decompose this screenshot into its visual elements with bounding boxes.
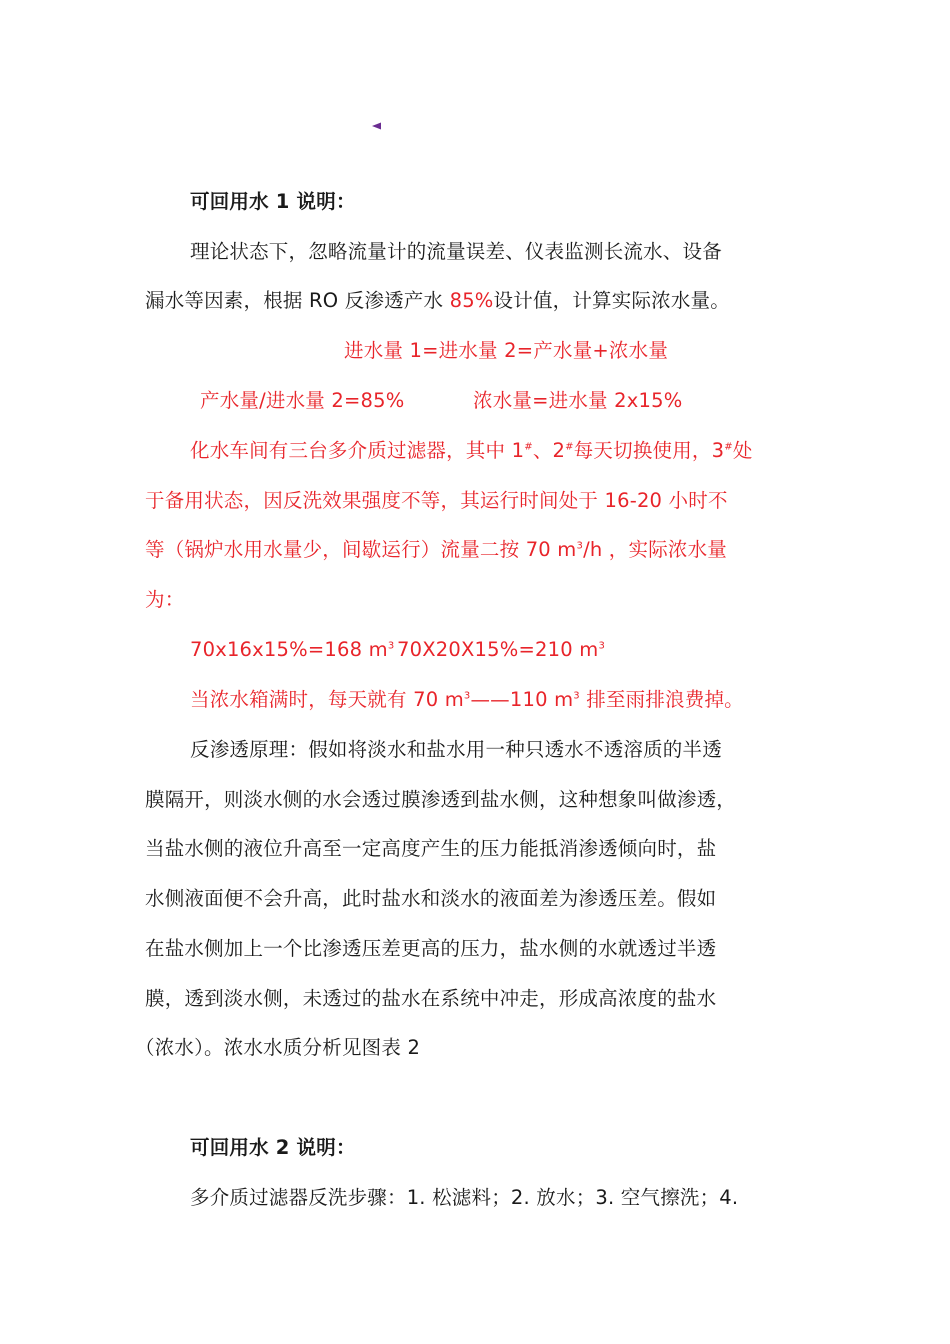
overflow-text-b: ——110 m [470,688,574,711]
calc-16h [190,636,394,664]
para2-line3 [145,536,727,564]
calc-20h-sup: 3 [598,640,605,652]
para2-line3-text-a: 等（锅炉水用水量少，间歇运行）流量二按 70 m [145,538,577,561]
overflow-text-a: 当浓水箱满时，每天就有 70 m [190,688,464,711]
para3-line: 水侧液面便不会升高，此时盐水和淡水的液面差为渗透压差。假如 [145,887,717,910]
calc-20h-text: 70X20X15%=210 m [397,638,599,661]
para1-line2-text-b: 设计值，计算实际浓水量。 [493,289,730,312]
para2-line1-text-d: 处 [732,439,753,462]
para2-line2: 于备用状态，因反洗效果强度不等，其运行时间处于 16-20 小时不 [145,489,728,512]
section2-heading: 可回用水 2 说明： [190,1136,356,1159]
formula-water-balance: 进水量 1=进水量 2=产水量+浓水量 [344,339,669,362]
para3-line: 在盐水侧加上一个比渗透压差更高的压力，盐水侧的水就透过半透 [145,937,717,960]
para2-sup2: # [565,441,574,453]
calc-16h-text: 70x16x15%=168 m [190,638,388,661]
para2-line1-text-b: 、2 [532,439,566,462]
formula-recovery-rate: 产水量/进水量 2=85% [200,389,405,412]
para2-line1-text-c: 每天切换使用，3 [573,439,725,462]
arrow-head-icon [372,123,381,130]
overflow-text-c: 排至雨排浪费掉。 [579,688,744,711]
overflow-sup1: 3 [463,690,471,702]
para1-line2-text-a: 漏水等因素，根据 RO 反渗透产水 [145,289,450,312]
calc-16h-sup: 3 [387,640,395,652]
para1-line1: 理论状态下，忽略流量计的流量误差、仪表监测长流水、设备 [190,240,722,263]
para2-sup1: # [524,441,533,453]
section2-line1: 多介质过滤器反洗步骤：1. 松滤料；2. 放水；3. 空气擦洗；4. [190,1186,739,1209]
para3-line: 膜隔开，则淡水侧的水会透过膜渗透到盐水侧，这种想象叫做渗透， [145,788,737,811]
section1-heading: 可回用水 1 说明： [190,190,356,213]
para2-line1-text-a: 化水车间有三台多介质过滤器，其中 1 [190,439,525,462]
recovery-rate-value: 85% [449,289,494,312]
calc-20h [397,636,605,664]
para2-line3-text-b: /h ，实际浓水量 [583,538,728,561]
para3-line: 当盐水侧的液位升高至一定高度产生的压力能抵消渗透倾向时，盐 [145,837,717,860]
para3-line: 膜，透到淡水侧，未透过的盐水在系统中冲走，形成高浓度的盐水 [145,987,717,1010]
para1-line2 [145,287,730,315]
para2-line4: 为： [145,588,185,611]
decorative-arrow-divider [372,121,628,131]
para3-line: （浓水）。浓水水质分析见图表 2 [135,1036,421,1059]
formula-concentrate: 浓水量=进水量 2x15% [473,389,683,412]
para3-line: 反渗透原理：假如将淡水和盐水用一种只透水不透溶质的半透 [190,738,722,761]
overflow-statement [190,686,744,714]
para2-line3-sup: 3 [576,540,584,552]
overflow-sup2: 3 [573,690,580,702]
para2-sup3: # [724,441,733,453]
para2-line1 [190,437,753,465]
